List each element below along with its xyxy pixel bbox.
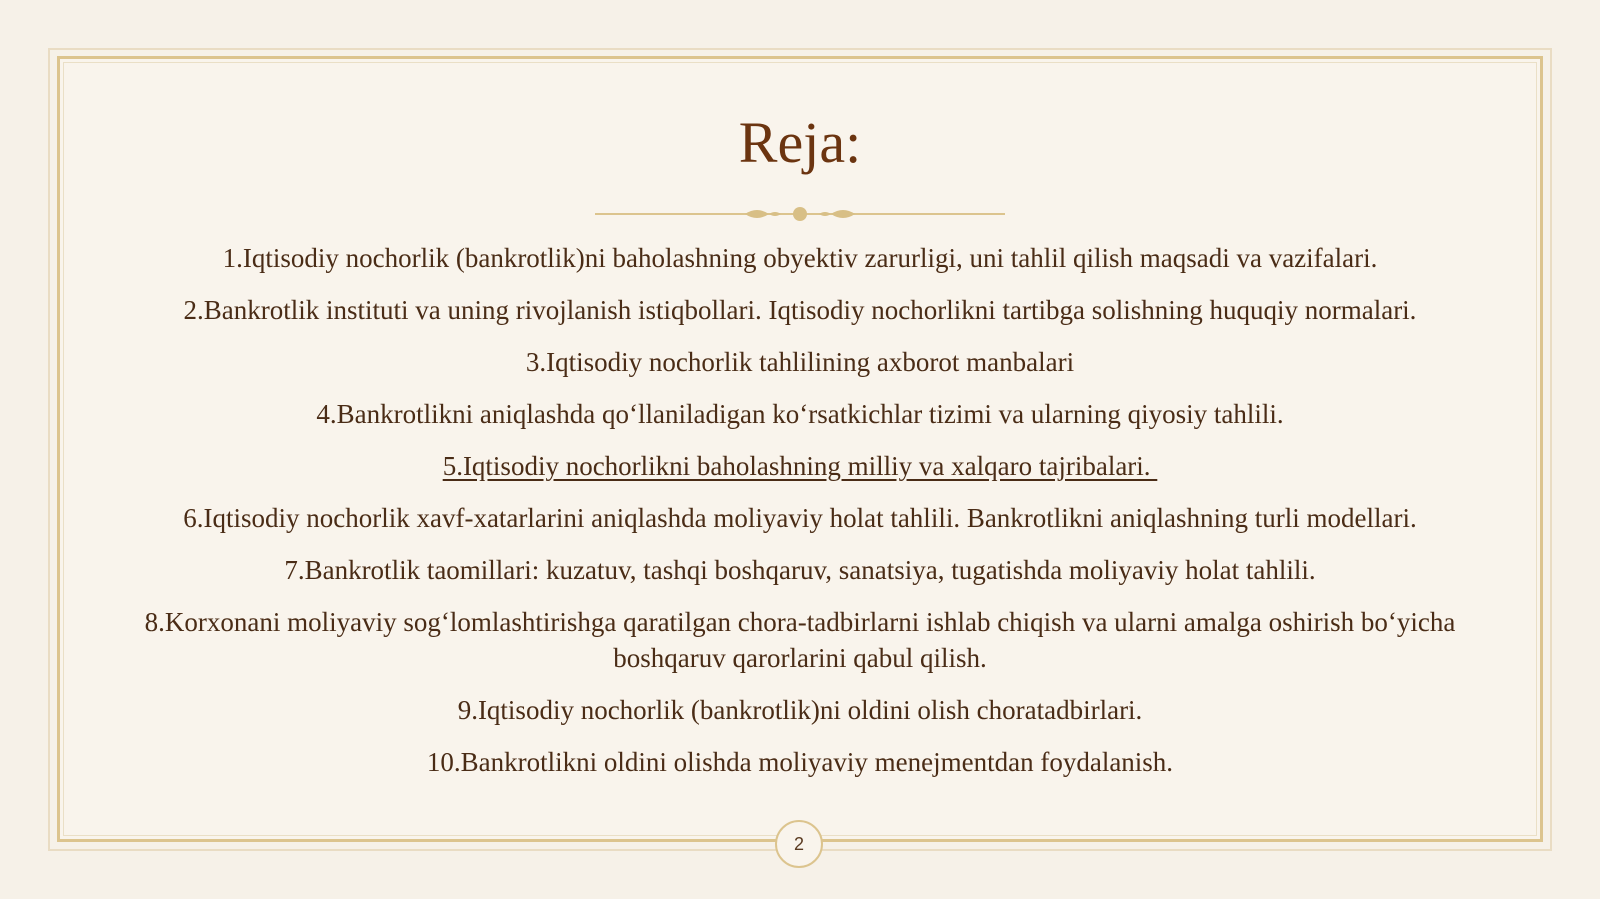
agenda-item-2: 2.Bankrotlik instituti va uning rivojlanish istiqbollari. Iqtisodiy nochorlikni tartibga solishning huquqiy normalari. [183, 295, 1417, 325]
agenda-item-3: 3.Iqtisodiy nochorlik tahlilining axborot manbalari [525, 347, 1075, 377]
decorative-divider-icon [595, 203, 1005, 225]
agenda-item-5[interactable] [90, 448, 1510, 484]
agenda-item-4: 4.Bankrotlikni aniqlashda qo‘llaniladigan ko‘rsatkichlar tizimi va ularning qiyosiy tahlili. [316, 399, 1284, 429]
page-number-badge: 2 [775, 820, 823, 868]
agenda-item-10: 10.Bankrotlikni oldini olishda moliyaviy menejmentdan foydalanish. [426, 747, 1174, 777]
agenda-list [90, 240, 1510, 796]
agenda-item-9: 9.Iqtisodiy nochorlik (bankrotlik)ni oldini olish choratadbirlari. [457, 695, 1143, 725]
agenda-item-1: 1.Iqtisodiy nochorlik (bankrotlik)ni baholashning obyektiv zarurligi, uni tahlil qilish maqsadi va vazifalari. [222, 243, 1378, 273]
agenda-item-6: 6.Iqtisodiy nochorlik xavf-xatarlarini aniqlashda moliyaviy holat tahlili. Bankrotlikni aniqlashning turli modellari. [183, 503, 1417, 533]
agenda-item-7: 7.Bankrotlik taomillari: kuzatuv, tashqi boshqaruv, sanatsiya, tugatishda moliyaviy holat tahlili. [284, 555, 1316, 585]
agenda-item-8: 8.Korxonani moliyaviy sog‘lomlashtirishga qaratilgan chora-tadbirlarni ishlab chiqish va ularni amalga oshirish bo‘yicha boshqaruv qarorlarini qabul qilish. [144, 607, 1456, 673]
slide-title: Reja: [738, 110, 862, 175]
agenda-item-5-link[interactable]: 5.Iqtisodiy nochorlikni baholashning milliy va xalqaro tajribalari. [442, 451, 1158, 481]
